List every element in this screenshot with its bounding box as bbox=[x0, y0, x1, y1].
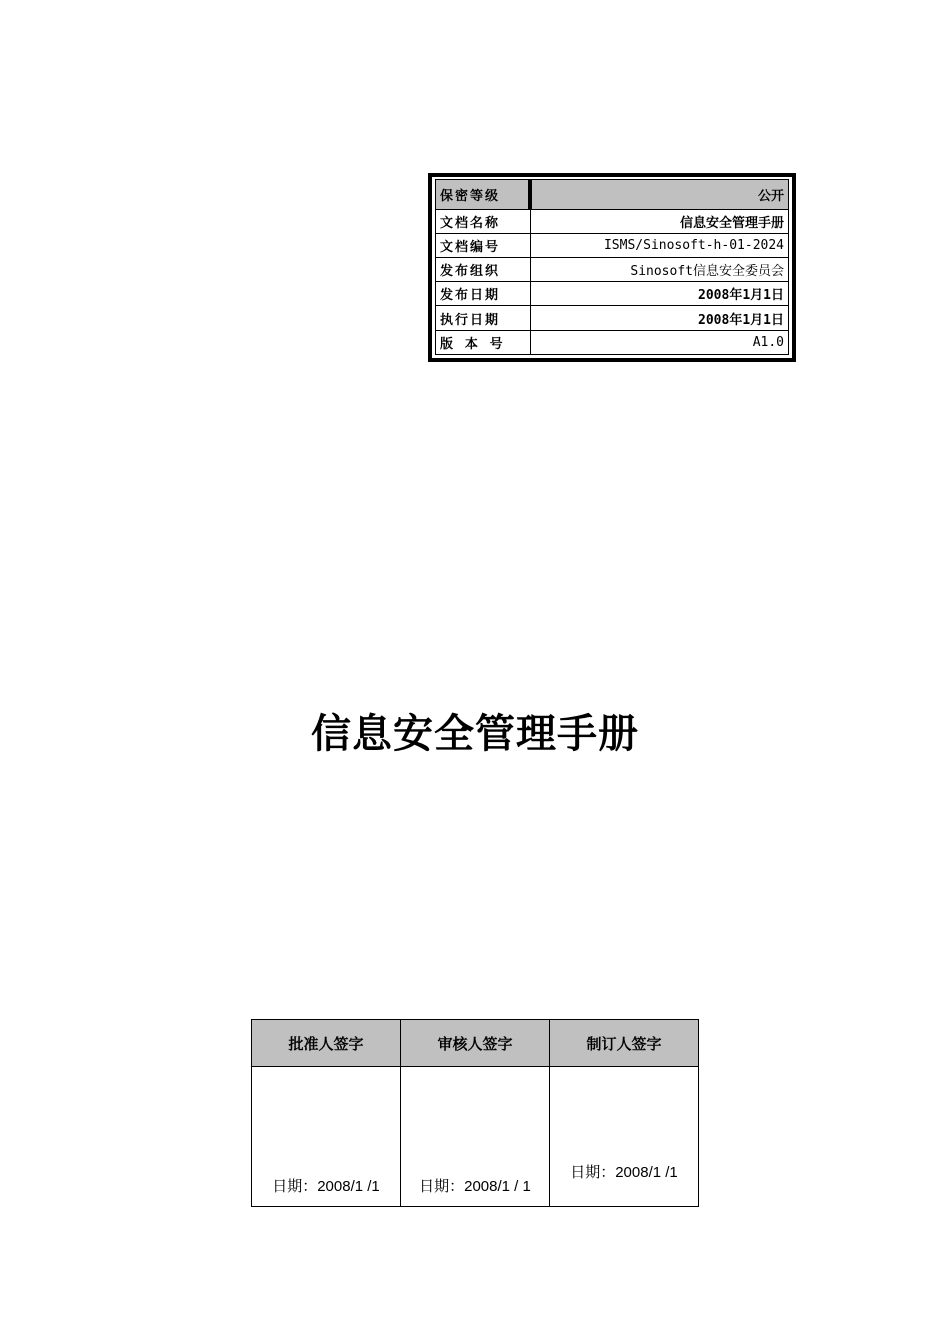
approver-date: 日期：2008/1 /1 bbox=[272, 1178, 380, 1195]
info-value: ISMS/Sinosoft-h-01-2024 bbox=[530, 233, 789, 257]
info-label: 版 本 号 bbox=[436, 330, 531, 354]
info-row-doc-number bbox=[436, 233, 789, 257]
approver-signature-header: 批准人签字 bbox=[252, 1020, 401, 1067]
author-signature-cell bbox=[550, 1067, 699, 1207]
document-info-box bbox=[428, 173, 796, 362]
info-value: 公开 bbox=[530, 180, 789, 210]
reviewer-date: 日期：2008/1 / 1 bbox=[419, 1178, 531, 1195]
signature-date-row bbox=[252, 1067, 699, 1207]
reviewer-signature-cell bbox=[401, 1067, 550, 1207]
page-title: 信息安全管理手册 bbox=[311, 710, 639, 757]
info-label: 文档名称 bbox=[436, 209, 531, 233]
approver-signature-cell bbox=[252, 1067, 401, 1207]
info-row-doc-name bbox=[436, 209, 789, 233]
info-row-effective-date bbox=[436, 306, 789, 330]
info-value: 2008年1月1日 bbox=[530, 306, 789, 330]
signature-header-row bbox=[252, 1020, 699, 1067]
info-label: 文档编号 bbox=[436, 233, 531, 257]
reviewer-signature-header: 审核人签字 bbox=[401, 1020, 550, 1067]
info-label: 执行日期 bbox=[436, 306, 531, 330]
author-signature-header: 制订人签字 bbox=[550, 1020, 699, 1067]
info-value: 信息安全管理手册 bbox=[530, 209, 789, 233]
info-row-version bbox=[436, 330, 789, 354]
signature-table bbox=[251, 1019, 699, 1207]
info-label: 发布组织 bbox=[436, 257, 531, 281]
document-info-table bbox=[435, 179, 789, 355]
info-row-confidentiality bbox=[436, 180, 789, 210]
info-value: Sinosoft信息安全委员会 bbox=[530, 257, 789, 281]
info-row-publish-date bbox=[436, 282, 789, 306]
info-value: A1.0 bbox=[530, 330, 789, 354]
author-date: 日期：2008/1 /1 bbox=[570, 1164, 678, 1181]
info-label: 保密等级 bbox=[436, 180, 531, 210]
info-row-publisher bbox=[436, 257, 789, 281]
info-label: 发布日期 bbox=[436, 282, 531, 306]
info-value: 2008年1月1日 bbox=[530, 282, 789, 306]
